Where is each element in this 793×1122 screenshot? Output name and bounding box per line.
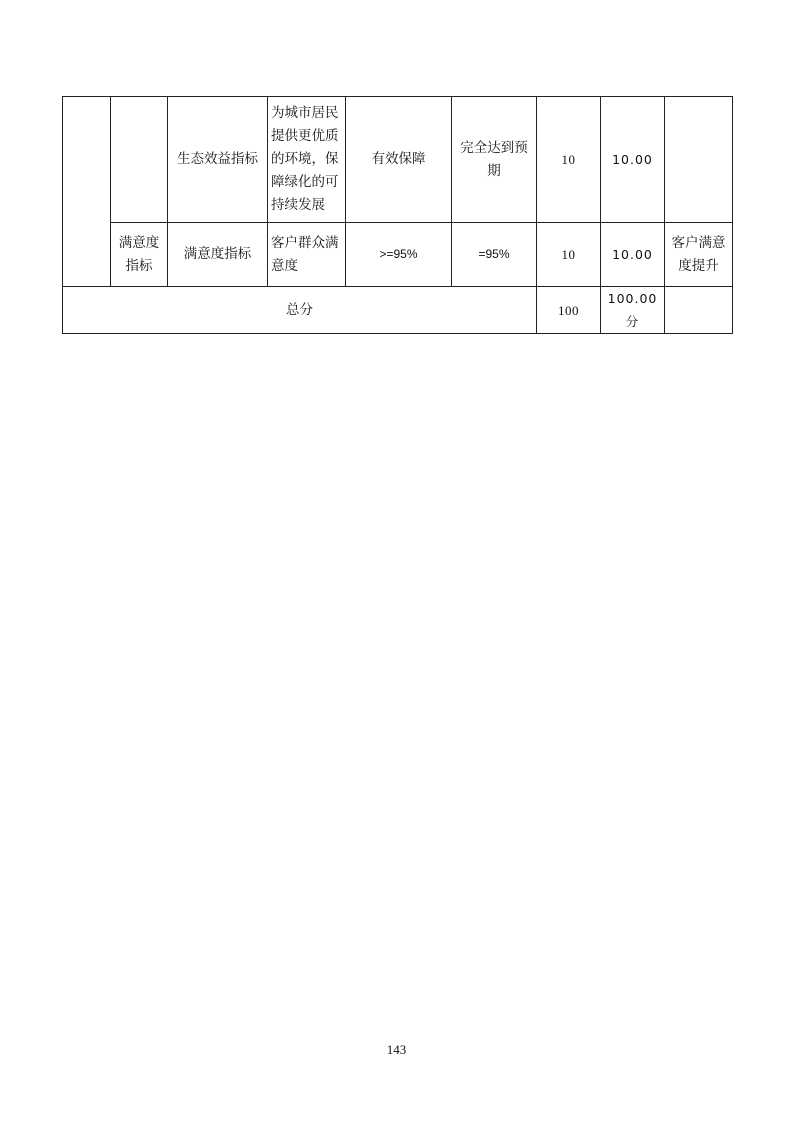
note-cell: [665, 97, 733, 223]
content-cell: 客户群众满意度: [268, 223, 346, 287]
table-row: [63, 223, 733, 287]
page-number: 143: [386, 1042, 407, 1057]
level3-cell: 满意度指标: [168, 223, 268, 287]
content-cell: 为城市居民提供更优质的环境，保障绿化的可持续发展: [268, 97, 346, 223]
performance-table: [62, 96, 733, 334]
score-cell: 10.00: [601, 223, 665, 287]
actual-cell: =95%: [452, 223, 537, 287]
level3-cell: 生态效益指标: [168, 97, 268, 223]
target-cell: 有效保障: [346, 97, 452, 223]
total-label-cell: 总分: [63, 287, 537, 334]
table-row: [63, 97, 733, 223]
weight-cell: 10: [537, 223, 601, 287]
total-weight-cell: 100: [537, 287, 601, 334]
note-cell: 客户满意度提升: [665, 223, 733, 287]
level2-cell: [111, 97, 168, 223]
score-cell: 10.00: [601, 97, 665, 223]
level2-cell: 满意度指标: [111, 223, 168, 287]
total-score-cell: 100.00分: [601, 287, 665, 334]
level1-cell: [63, 97, 111, 287]
actual-cell: 完全达到预期: [452, 97, 537, 223]
weight-cell: 10: [537, 97, 601, 223]
target-cell: >=95%: [346, 223, 452, 287]
total-row: [63, 287, 733, 334]
total-note-cell: [665, 287, 733, 334]
